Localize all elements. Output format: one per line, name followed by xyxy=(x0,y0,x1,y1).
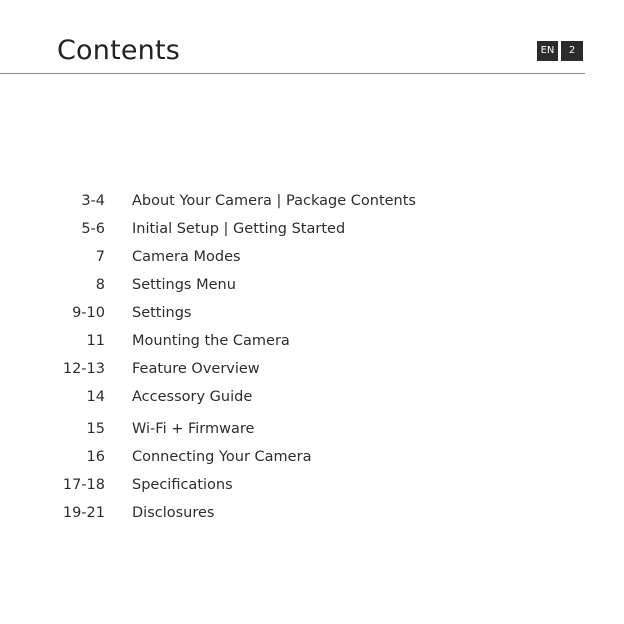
toc-entry[interactable] xyxy=(0,386,624,408)
toc-entry-label: Wi-Fi + Firmware xyxy=(132,421,255,437)
language-badge: EN xyxy=(537,41,558,61)
toc-page-number: 7 xyxy=(95,249,105,265)
toc-page-number: 3-4 xyxy=(81,193,105,209)
toc-entry[interactable] xyxy=(0,502,624,524)
toc-page-number: 16 xyxy=(86,449,105,465)
toc-page-number: 19-21 xyxy=(62,505,105,521)
toc-page-number: 15 xyxy=(86,421,105,437)
toc-entry[interactable] xyxy=(0,446,624,468)
toc-entry-label: Camera Modes xyxy=(132,249,241,265)
toc-entry[interactable] xyxy=(0,474,624,496)
toc-entry[interactable] xyxy=(0,190,624,212)
toc-page-number: 11 xyxy=(86,333,105,349)
toc-entry-label: Settings Menu xyxy=(132,277,236,293)
toc-entry-label: Feature Overview xyxy=(132,361,260,377)
toc-entry-label: Specifications xyxy=(132,477,233,493)
toc-entry[interactable] xyxy=(0,218,624,240)
page-title: Contents xyxy=(57,35,181,66)
header-divider xyxy=(0,73,585,74)
header-badges xyxy=(537,41,583,61)
toc-entry-label: Disclosures xyxy=(132,505,215,521)
toc-page-number: 9-10 xyxy=(72,305,105,321)
toc-entry[interactable] xyxy=(0,302,624,324)
toc-page-number: 12-13 xyxy=(62,361,105,377)
toc-entry[interactable] xyxy=(0,274,624,296)
toc-page-number: 17-18 xyxy=(62,477,105,493)
toc-entry-label: Initial Setup | Getting Started xyxy=(132,221,346,237)
toc-entry[interactable] xyxy=(0,246,624,268)
toc-entry-label: Settings xyxy=(132,305,192,321)
toc-entry-label: About Your Camera | Package Contents xyxy=(132,193,416,209)
toc-entry-label: Mounting the Camera xyxy=(132,333,290,349)
page-number-badge: 2 xyxy=(561,41,583,61)
toc-entry[interactable] xyxy=(0,418,624,440)
toc-page-number: 8 xyxy=(95,277,105,293)
toc-entry[interactable] xyxy=(0,358,624,380)
toc-entry-label: Connecting Your Camera xyxy=(132,449,312,465)
toc-entry-label: Accessory Guide xyxy=(132,389,253,405)
toc-entry[interactable] xyxy=(0,330,624,352)
toc-page-number: 14 xyxy=(86,389,105,405)
toc-page-number: 5-6 xyxy=(81,221,105,237)
